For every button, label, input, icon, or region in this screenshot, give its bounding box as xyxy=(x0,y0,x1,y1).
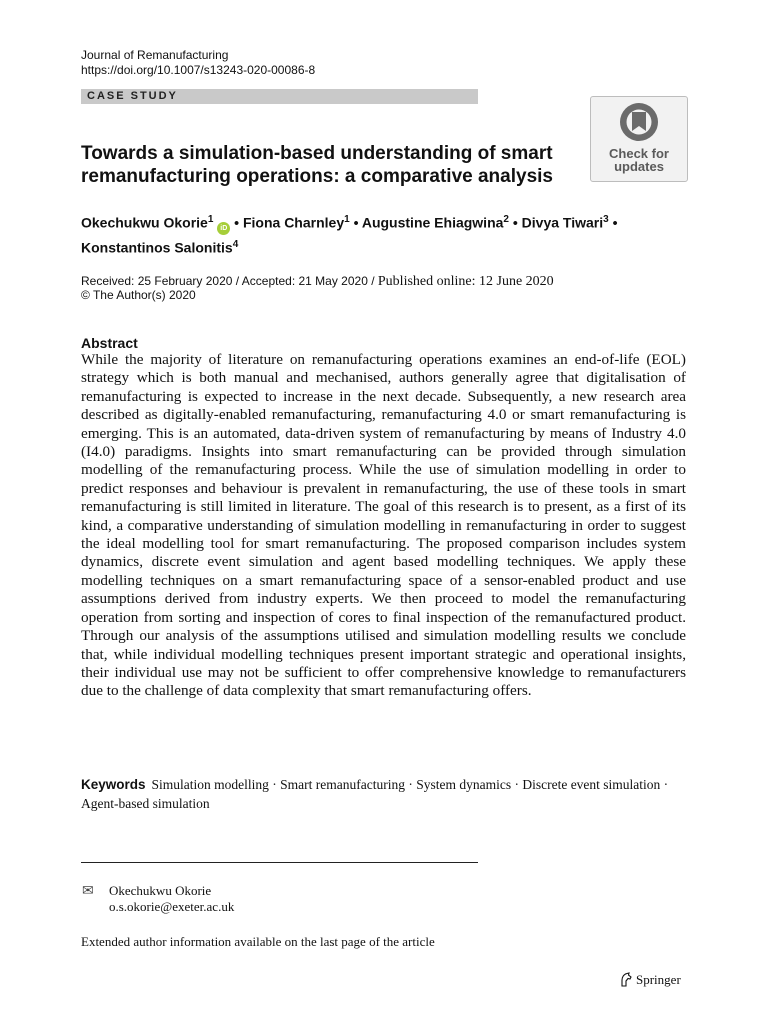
footnote-divider xyxy=(81,862,478,863)
badge-text xyxy=(591,147,687,173)
author-affiliation: 1 xyxy=(207,214,214,225)
check-for-updates-badge[interactable] xyxy=(590,96,688,182)
author-affiliation: 1 xyxy=(344,214,350,225)
springer-horse-icon xyxy=(619,972,633,987)
doi-link[interactable]: https://doi.org/10.1007/s13243-020-00086-8 xyxy=(81,63,316,77)
author-affiliation: 3 xyxy=(603,214,609,225)
orcid-icon[interactable]: iD xyxy=(217,222,230,235)
corresponding-author-email[interactable]: o.s.okorie@exeter.ac.uk xyxy=(109,899,235,914)
publisher-name: Springer xyxy=(636,972,681,987)
abstract-body: While the majority of literature on remanufacturing operations examines an end-of-life (EOL) strategy which is both manual and mechanised, authors generally agree that digitalisation of remanufacturing is expected to increase in the next decade. Subsequently, a new research area described as digitally-enabled remanufacturing, remanufacturing 4.0 or smart remanufacturing is emerging. This is an automated, data-driven system of remanufacturing by means of Industry 4.0 (I4.0) paradigms. Insights into smart remanufacturing can be provided through simulation modelling of the remanufacturing process. While the use of simulation modelling in order to predict responses and behaviour is prevalent in remanufacturing, the use of these tools in smart remanufacturing is still limited in literature. The goal of this research is to present, as a first of its kind, a comparative understanding of simulation modelling in remanufacturing in order to suggest the ideal modelling tool for smart remanufacturing. The proposed comparison includes system dynamics, discrete event simulation and agent based modelling techniques. We apply these modelling techniques on a smart remanufacturing space of a sensor-enabled product and use assumptions derived from industry experts. We then proceed to model the remanufacturing operation from sorting and inspection of cores to final inspection of the remanufactured product. Through our analysis of the assumptions utilised and simulation modelling results we conclude that, while individual modelling techniques present important strategic and operational insights, their individual use may not be sufficient to offer comprehensive knowledge to remanufacturers due to the challenge of data complexity that smart remanufacturing offers. xyxy=(81,351,686,700)
article-title: Towards a simulation-based understanding of smart remanufacturing operations: a comparative analysis xyxy=(81,143,553,187)
keywords-section xyxy=(81,775,686,813)
received-date: Received: 25 February 2020 xyxy=(81,274,233,288)
abstract-heading: Abstract xyxy=(81,335,138,351)
badge-line-1: Check for xyxy=(609,146,669,161)
badge-line-2: updates xyxy=(614,159,664,174)
author-separator: • xyxy=(353,214,359,231)
update-bookmark-icon xyxy=(618,101,660,143)
author-name[interactable]: Fiona Charnley xyxy=(242,214,345,231)
section-label: CASE STUDY xyxy=(87,90,178,102)
envelope-icon[interactable]: ✉ xyxy=(82,882,94,898)
extended-author-info: Extended author information available on the last page of the article xyxy=(81,934,435,949)
accepted-date: Accepted: 21 May 2020 xyxy=(241,274,368,288)
author-name[interactable]: Divya Tiwari xyxy=(521,214,604,231)
author-separator: • xyxy=(234,214,240,231)
author-name[interactable]: Augustine Ehiagwina xyxy=(361,214,504,231)
author-separator: • xyxy=(512,214,518,231)
section-bar xyxy=(81,89,478,104)
author-affiliation: 2 xyxy=(503,214,509,225)
author-affiliation: 4 xyxy=(232,238,239,250)
corresponding-author-name: Okechukwu Okorie xyxy=(109,883,212,898)
published-date: Published online: 12 June 2020 xyxy=(377,274,554,289)
keywords-label: Keywords xyxy=(81,777,146,792)
publisher-logo xyxy=(619,971,681,988)
article-dates xyxy=(81,274,554,289)
keywords-list: Simulation modelling · Smart remanufacturing · System dynamics · Discrete event simulation · Agent-based simulation xyxy=(81,777,669,811)
copyright-notice: © The Author(s) 2020 xyxy=(81,288,196,302)
author-list xyxy=(81,210,681,257)
date-separator: / xyxy=(367,274,378,288)
author-name[interactable]: Okechukwu Okorie xyxy=(81,214,208,231)
author-separator: • xyxy=(612,214,618,231)
author-name[interactable]: Konstantinos Salonitis xyxy=(81,239,233,256)
date-separator: / xyxy=(232,274,242,288)
journal-name: Journal of Remanufacturing xyxy=(81,48,229,62)
